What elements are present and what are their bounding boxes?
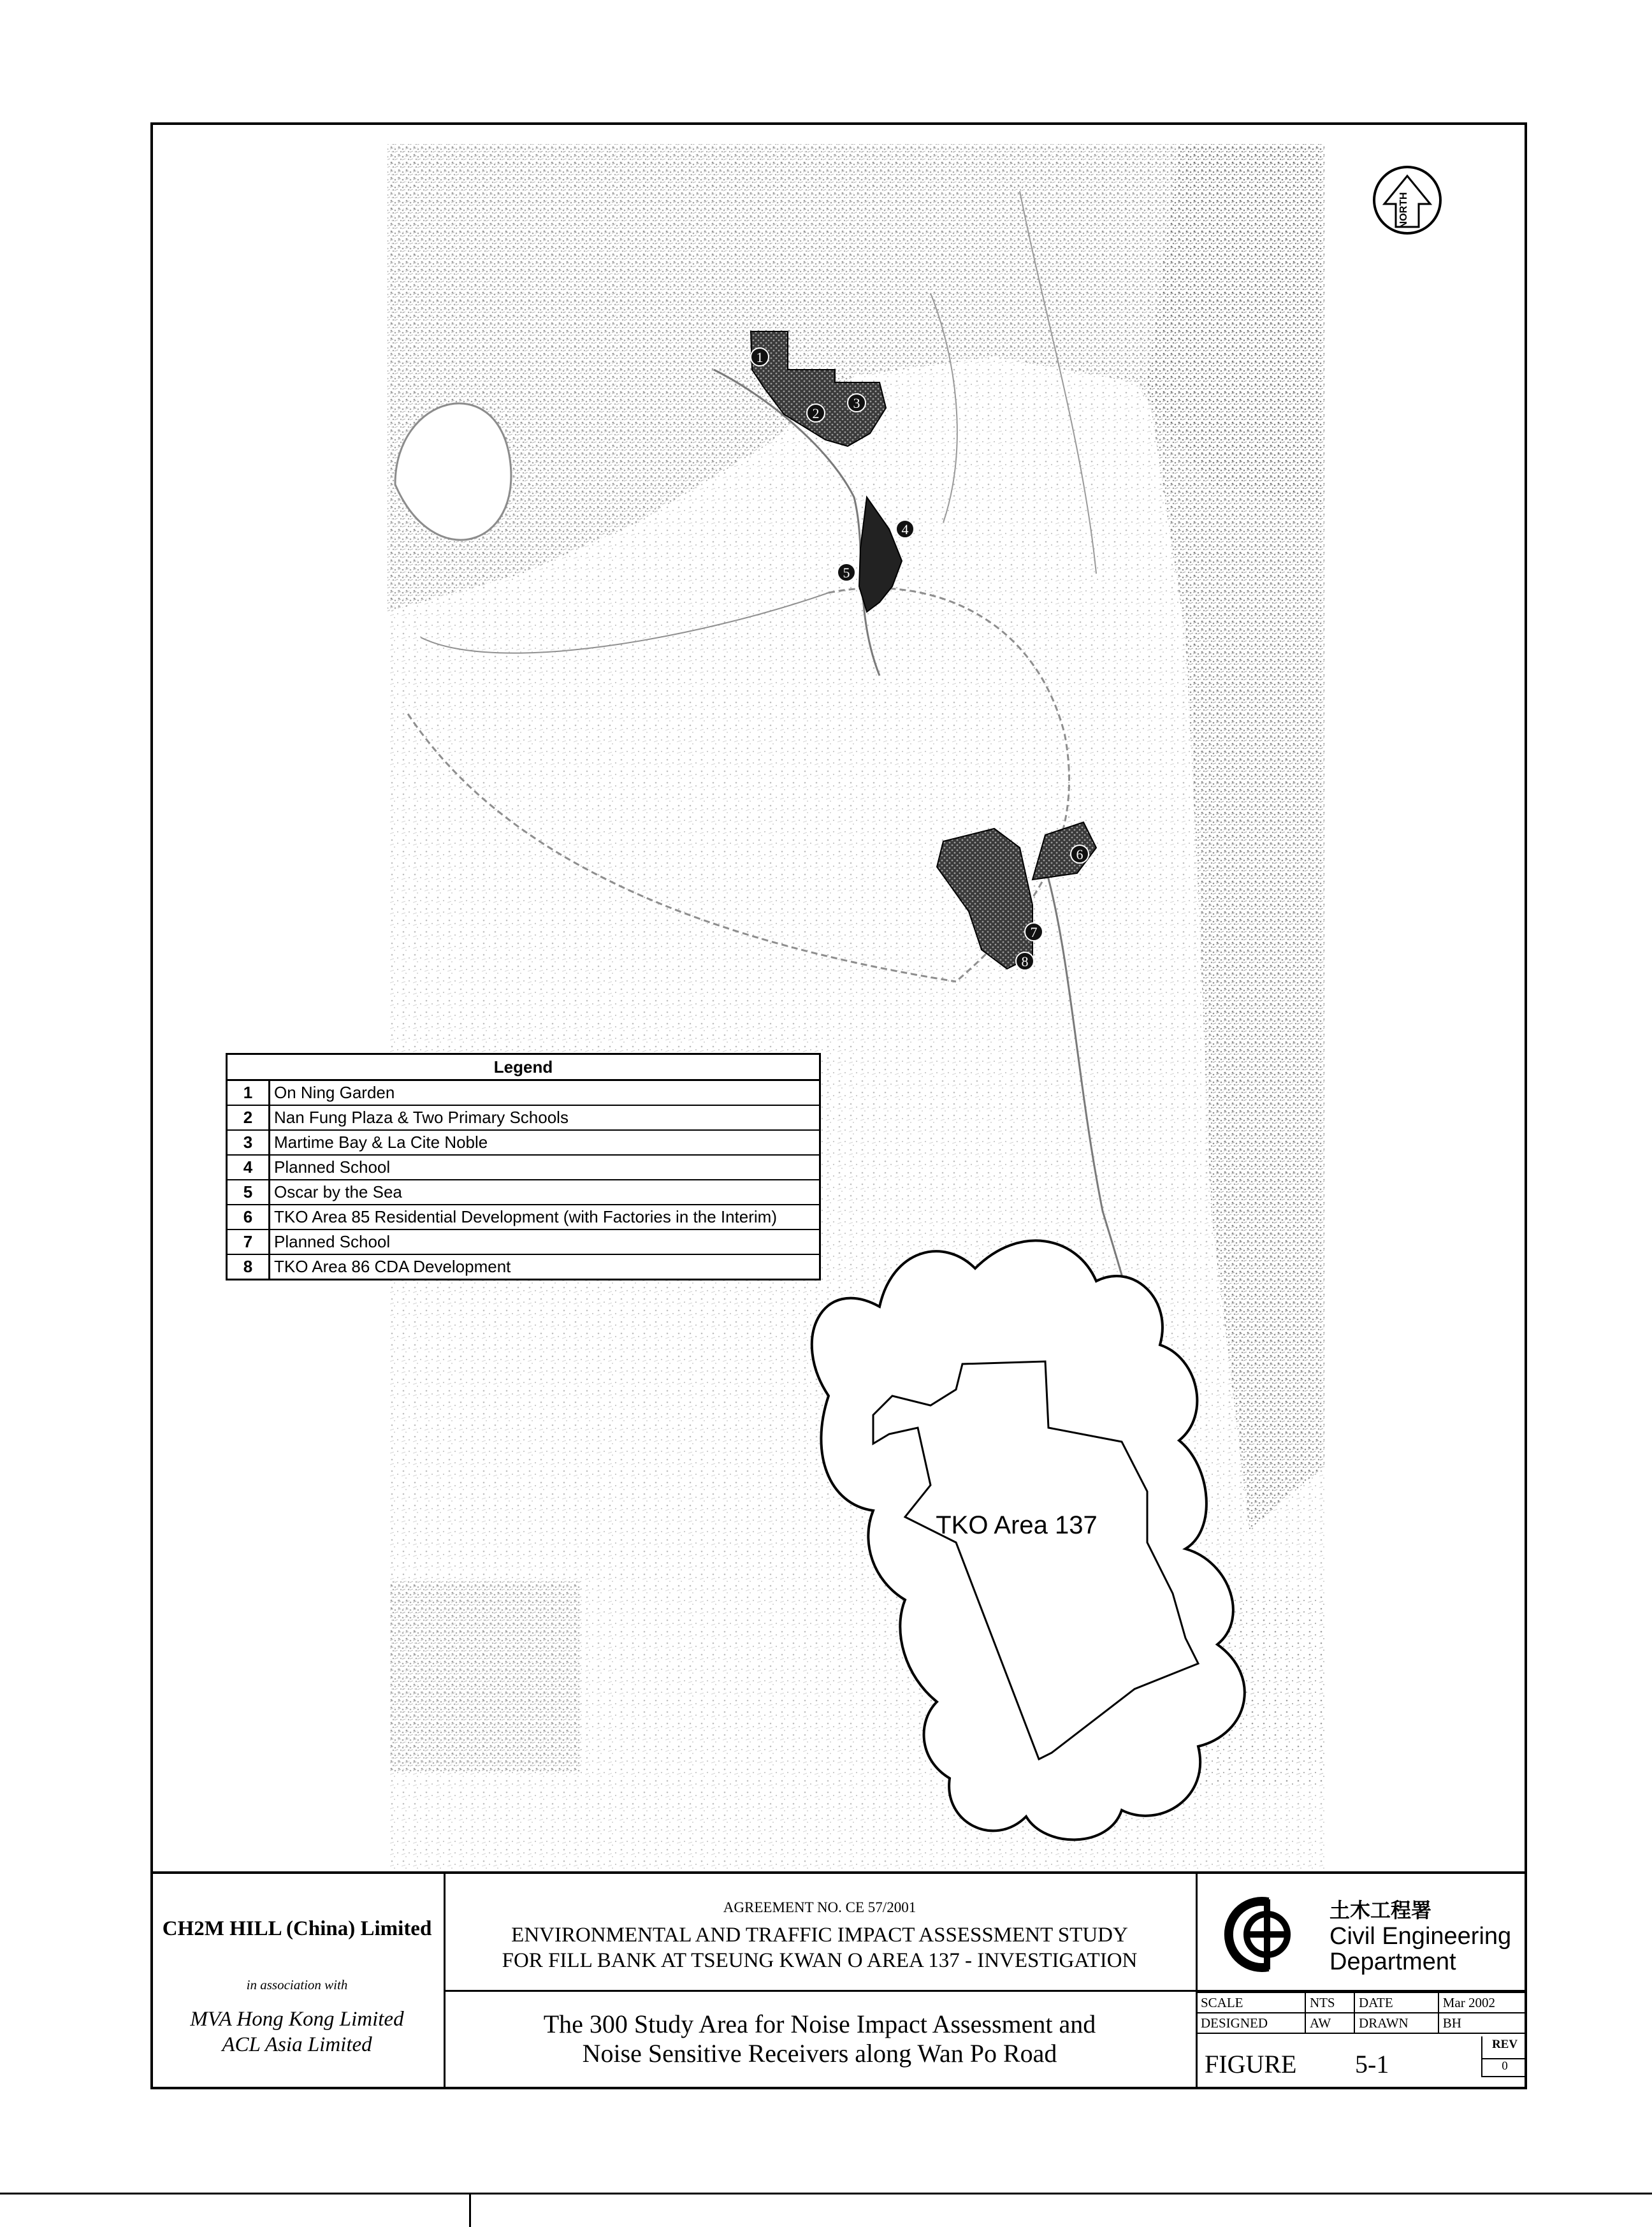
receiver-marker-7 — [1025, 923, 1043, 941]
svg-text:2: 2 — [812, 405, 820, 421]
drawn-value: BH — [1438, 2013, 1526, 2033]
legend-row — [228, 1080, 819, 1106]
drawing-title: Noise Sensitive Receivers along Wan Po Road — [582, 2039, 1057, 2068]
legend-label: TKO Area 85 Residential Development (with Factories in the Interim) — [270, 1205, 820, 1230]
svg-text:8: 8 — [1021, 954, 1029, 969]
designed-value: AW — [1305, 2013, 1354, 2033]
scale-value: NTS — [1305, 1992, 1354, 2013]
revision-label: REV — [1491, 2038, 1518, 2051]
page-footer-rule — [0, 2193, 1652, 2194]
receiver-marker-3 — [848, 394, 866, 412]
legend-label: Oscar by the Sea — [270, 1180, 820, 1205]
study-title: FOR FILL BANK AT TSEUNG KWAN O AREA 137 - INVESTIGATION — [502, 1949, 1138, 1972]
scale-label: SCALE — [1196, 1992, 1305, 2013]
legend-row — [228, 1205, 819, 1230]
study-panel — [444, 1874, 1198, 2089]
legend-number: 5 — [228, 1180, 270, 1205]
agreement-number: AGREEMENT NO. CE 57/2001 — [723, 1899, 917, 1915]
partner-name: MVA Hong Kong Limited — [190, 2008, 404, 2031]
legend-number: 6 — [228, 1205, 270, 1230]
date-value: Mar 2002 — [1438, 1992, 1526, 2013]
legend-label: On Ning Garden — [270, 1080, 820, 1106]
legend-number: 7 — [228, 1230, 270, 1254]
north-arrow — [1374, 167, 1440, 233]
legend-number: 2 — [228, 1105, 270, 1130]
receiver-marker-6 — [1071, 845, 1089, 863]
svg-text:4: 4 — [901, 521, 909, 537]
legend-label: Planned School — [270, 1230, 820, 1254]
svg-text:5: 5 — [843, 565, 850, 581]
revision-box — [1481, 2036, 1527, 2077]
tko-area-137-label: TKO Area 137 — [936, 1511, 1098, 1539]
figure-label: FIGURE — [1205, 2050, 1297, 2078]
ced-logo-icon — [1217, 1893, 1300, 1976]
legend-number: 3 — [228, 1130, 270, 1155]
receiver-marker-5 — [837, 563, 855, 581]
title-block — [150, 1871, 1527, 2089]
drawing-title: The 300 Study Area for Noise Impact Assessment and — [543, 2010, 1096, 2038]
legend-label: TKO Area 86 CDA Development — [270, 1254, 820, 1279]
partner-name: ACL Asia Limited — [222, 2033, 372, 2056]
legend-row — [228, 1254, 819, 1279]
svg-text:1: 1 — [756, 349, 764, 365]
figure-number: 5-1 — [1355, 2050, 1389, 2078]
study-title: ENVIRONMENTAL AND TRAFFIC IMPACT ASSESSMENT STUDY — [511, 1924, 1128, 1947]
svg-text:3: 3 — [853, 395, 860, 411]
legend-row — [228, 1130, 819, 1155]
consultant-panel — [150, 1874, 446, 2089]
divider — [444, 1990, 1196, 1992]
department-chinese-name: 土木工程署 — [1330, 1898, 1432, 1922]
legend-title: Legend — [228, 1055, 819, 1080]
drawn-label: DRAWN — [1354, 2013, 1438, 2033]
legend-number: 4 — [228, 1155, 270, 1180]
client-header — [1196, 1874, 1527, 1992]
legend-label: Martime Bay & La Cite Noble — [270, 1130, 820, 1155]
svg-text:6: 6 — [1076, 846, 1083, 862]
department-name: Civil Engineering Department — [1330, 1923, 1512, 1975]
drawing-meta — [1196, 1992, 1527, 2034]
designed-label: DESIGNED — [1196, 2013, 1305, 2033]
north-label: NORTH — [1398, 192, 1409, 229]
revision-value: 0 — [1482, 2058, 1527, 2073]
association-note: in association with — [246, 1977, 348, 1992]
date-label: DATE — [1354, 1992, 1438, 2013]
legend-row — [228, 1155, 819, 1180]
legend-number: 1 — [228, 1080, 270, 1106]
receiver-marker-1 — [751, 348, 769, 366]
map-legend — [226, 1053, 821, 1280]
figure-row — [1196, 2036, 1527, 2092]
consultant-name: CH2M HILL (China) Limited — [162, 1917, 432, 1940]
legend-number: 8 — [228, 1254, 270, 1279]
receiver-marker-2 — [807, 404, 825, 422]
legend-row — [228, 1105, 819, 1130]
receiver-marker-8 — [1016, 952, 1034, 970]
legend-label: Nan Fung Plaza & Two Primary Schools — [270, 1105, 820, 1130]
legend-row — [228, 1180, 819, 1205]
legend-row — [228, 1230, 819, 1254]
page-footer-divider — [469, 2193, 471, 2227]
svg-text:7: 7 — [1030, 924, 1038, 940]
legend-label: Planned School — [270, 1155, 820, 1180]
client-panel — [1196, 1874, 1527, 2089]
receiver-marker-4 — [896, 520, 914, 538]
